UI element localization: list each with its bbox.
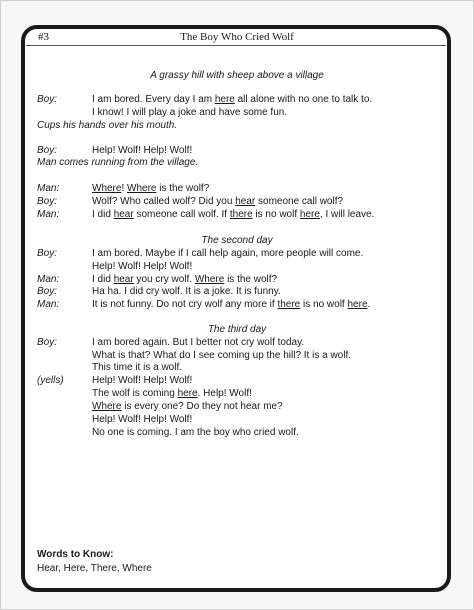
scene-title: The third day xyxy=(207,324,267,335)
header-divider xyxy=(26,45,446,46)
dialog-line: I am bored. Every day I am here all alone with no one to talk to. xyxy=(92,94,373,105)
dialog-line: Wolf? Who called wolf? Did you hear someone call wolf? xyxy=(92,196,344,207)
dialog-line: The wolf is coming here. Help! Wolf! xyxy=(92,388,252,399)
dialog-line: Where! Where is the wolf? xyxy=(92,183,210,194)
stage-direction: Cups his hands over his mouth. xyxy=(37,120,178,131)
dialog-line: I am bored. Maybe if I call help again, more people will come. xyxy=(92,248,364,259)
stage-direction: Man comes running from the village. xyxy=(37,157,199,168)
speaker-label: Boy: xyxy=(37,145,58,156)
dialog-line: Help! Wolf! Help! Wolf! xyxy=(92,414,193,425)
speaker-label: Boy: xyxy=(37,94,58,105)
speaker-label: Man: xyxy=(37,183,60,194)
dialog-line: This time it is a wolf. xyxy=(92,362,183,373)
speaker-label: Boy: xyxy=(37,286,58,297)
scene-setting: A grassy hill with sheep above a village xyxy=(150,70,324,81)
speaker-label: Boy: xyxy=(37,248,58,259)
dialog-line: Where is every one? Do they not hear me? xyxy=(92,401,283,412)
page-title: The Boy Who Cried Wolf xyxy=(180,31,294,43)
speaker-label: Man: xyxy=(37,299,60,310)
page-number: #3 xyxy=(38,31,49,43)
dialog-line: No one is coming. I am the boy who cried wolf. xyxy=(92,427,299,438)
words-to-know-list: Hear, Here, There, Where xyxy=(37,563,152,574)
scene-title: The second day xyxy=(201,235,273,246)
dialog-line: I know! I will play a joke and have some fun. xyxy=(92,107,288,118)
speaker-label: (yells) xyxy=(37,375,64,386)
dialog-line: I am bored again. But I better not cry wolf today. xyxy=(92,337,305,348)
speaker-label: Boy: xyxy=(37,196,58,207)
speaker-label: Boy: xyxy=(37,337,58,348)
speaker-label: Man: xyxy=(37,274,60,285)
dialog-line: Help! Wolf! Help! Wolf! xyxy=(92,261,193,272)
dialog-line: What is that? What do I see coming up the hill? It is a wolf. xyxy=(92,350,352,361)
dialog-line: I did hear someone call wolf. If there is no wolf here, I will leave. xyxy=(92,209,375,220)
dialog-line: It is not funny. Do not cry wolf any more if there is no wolf here. xyxy=(92,299,371,310)
dialog-line: I did hear you cry wolf. Where is the wolf? xyxy=(92,274,278,285)
speaker-label: Man: xyxy=(37,209,60,220)
words-to-know-title: Words to Know: xyxy=(37,549,114,560)
dialog-line: Help! Wolf! Help! Wolf! xyxy=(92,145,193,156)
dialog-line: Help! Wolf! Help! Wolf! xyxy=(92,375,193,386)
dialog-line: Ha ha. I did cry wolf. It is a joke. It is funny. xyxy=(92,286,281,297)
